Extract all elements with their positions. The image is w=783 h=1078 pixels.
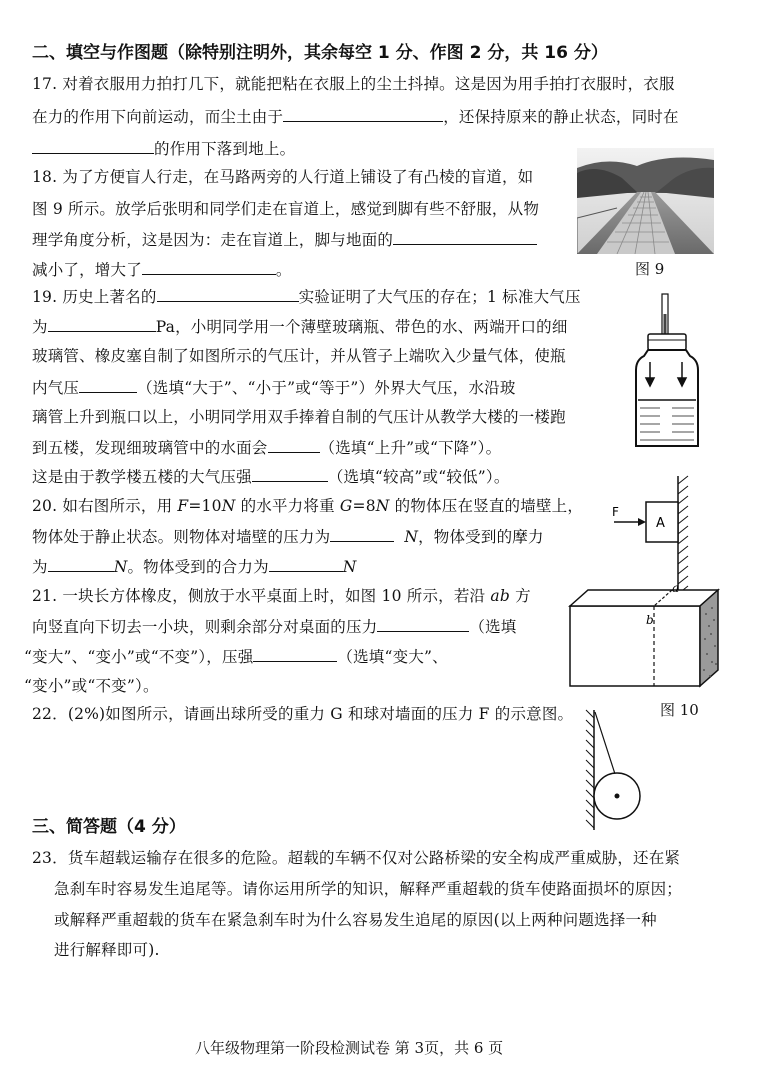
unit-symbol: N — [342, 558, 357, 576]
tactile-paving-photo — [577, 148, 714, 254]
force-symbol: F — [177, 497, 189, 515]
section-2-title: 二、填空与作图题（除特别注明外，其余每空 1 分、作图 2 分，共 16 分） — [32, 43, 608, 63]
q21-line-4: “变小”或“不变”）。 — [24, 677, 159, 695]
q19-text: 到五楼，发现细玻璃管中的水面会 — [32, 439, 268, 457]
q19-line-7 — [32, 466, 510, 487]
q19-text: 为 — [32, 318, 48, 336]
q19-line-4 — [32, 377, 516, 398]
q19-line-3: 玻璃管、橡皮塞自制了如图所示的气压计，并从管子上端吹入少量气体，使瓶 — [32, 347, 566, 365]
q18-line-1: 18. 为了方便盲人行走，在马路两旁的人行道上铺设了有凸棱的盲道，如 — [32, 168, 534, 186]
point-b-label: b — [646, 613, 654, 627]
rectangular-eraser-diagram — [566, 584, 724, 690]
q18-text: 减小了，增大了 — [32, 261, 142, 279]
q21-text: （选填 — [469, 618, 517, 636]
q19-text: 19. 历史上著名的 — [32, 288, 157, 306]
q19-blank-5[interactable] — [252, 466, 328, 482]
unit-symbol: N — [375, 497, 390, 515]
q20-text: 。物体受到的合力为 — [127, 558, 269, 576]
q19-text: 这是由于教学楼五楼的大气压强 — [32, 468, 252, 486]
q23-line-2: 急刹车时容易发生追尾等。请你运用所学的知识，解释严重超载的货车使路面损坏的原因； — [54, 880, 683, 898]
q21-line-1 — [32, 586, 531, 606]
q18-line-2: 图 9 所示。放学后张明和同学们走在盲道上，感觉到脚有些不舒服，从物 — [32, 200, 540, 218]
q20-blank-2[interactable] — [48, 556, 114, 572]
q18-blank-1[interactable] — [393, 229, 537, 245]
q20-blank-3[interactable] — [269, 556, 343, 572]
q17-line-3 — [32, 138, 295, 159]
q19-blank-3[interactable] — [79, 377, 137, 393]
q19-line-5: 璃管上升到瓶口以上，小明同学用双手捧着自制的气压计从教学大楼的一楼跑 — [32, 408, 566, 426]
q21-text: 21. 一块长方体橡皮，侧放于水平桌面上时，如图 10 所示，若沿 — [32, 587, 491, 605]
q21-blank-1[interactable] — [377, 616, 469, 632]
q18-line-3 — [32, 229, 537, 250]
q18-text: 。 — [275, 261, 292, 279]
q18-line-4 — [32, 259, 292, 280]
q18-blank-2[interactable] — [142, 259, 276, 275]
q19-text: （选填“大于”、“小于”或“等于”）外界大气压，水沿玻 — [137, 379, 516, 397]
q21-blank-2[interactable] — [253, 646, 337, 662]
q20-line-1 — [32, 496, 583, 516]
q20-text: 物体处于静止状态。则物体对墙壁的压力为 — [32, 528, 331, 546]
block-label-a: A — [656, 516, 665, 531]
q19-text: （选填“上升”或“下降”）。 — [319, 439, 502, 457]
figure-9-caption: 图 9 — [635, 260, 665, 278]
q19-line-2 — [32, 316, 568, 337]
q20-text: 为 — [32, 558, 48, 576]
q17-text: ，还保持原来的静止状态，同时在 — [443, 108, 679, 126]
q23-line-1: 23．货车超载运输存在很多的危险。超载的车辆不仅对公路桥梁的安全构成严重威胁，还在紧 — [32, 849, 681, 867]
q20-text: =8 — [352, 497, 376, 515]
unit-symbol: N — [404, 528, 419, 546]
q19-text: 实验证明了大气压的存在；1 标准大气压 — [298, 288, 581, 306]
q20-text: ，物体受到的摩力 — [418, 528, 544, 546]
q19-blank-1[interactable] — [157, 286, 299, 302]
q19-text: （选填“较高”或“较低”）。 — [327, 468, 510, 486]
homemade-barometer-diagram — [626, 290, 710, 450]
unit-symbol: N — [221, 497, 236, 515]
section-3-title: 三、简答题（4 分） — [32, 817, 186, 837]
point-a-label: a — [672, 584, 680, 595]
q17-text: 的作用下落到地上。 — [154, 140, 296, 158]
q20-blank-1[interactable] — [330, 526, 394, 542]
q17-line-2 — [32, 106, 679, 127]
q19-line-6 — [32, 437, 501, 458]
q21-text: 方 — [509, 587, 531, 605]
q21-text: “变大”、“变小”或“不变”），压强 — [24, 648, 254, 666]
q20-line-2 — [32, 526, 544, 547]
q21-text: （选填“变大”、 — [337, 648, 448, 666]
q20-line-3 — [32, 556, 357, 577]
q20-text: =10 — [188, 497, 222, 515]
q20-text: 20. 如右图所示，用 — [32, 497, 178, 515]
q17-blank-1[interactable] — [283, 106, 443, 122]
q19-blank-4[interactable] — [268, 437, 320, 453]
q20-text: 的物体压在竖直的墙壁上， — [389, 497, 584, 515]
q22-line-1: 22．(2%)如图所示，请画出球所受的重力 G 和球对墙面的压力 F 的示意图。 — [32, 705, 574, 723]
q19-line-1 — [32, 286, 581, 307]
q18-text: 理学角度分析，这是因为：走在盲道上，脚与地面的 — [32, 231, 394, 249]
q20-text: 的水平力将重 — [235, 497, 340, 515]
unit-symbol: N — [113, 558, 128, 576]
q19-text: 内气压 — [32, 379, 80, 397]
block-pressed-to-wall-diagram — [604, 474, 692, 600]
force-label-f: F — [612, 505, 619, 519]
ball-against-wall-diagram — [584, 708, 644, 832]
q23-line-3: 或解释严重超载的货车在紧急刹车时为什么容易发生追尾的原因(以上两种问题选择一种 — [54, 911, 657, 929]
gravity-symbol: G — [339, 497, 353, 515]
q17-text: 在力的作用下向前运动，而尘土由于 — [32, 108, 284, 126]
q19-blank-2[interactable] — [48, 316, 156, 332]
q19-text: Pa，小明同学用一个薄壁玻璃瓶、带色的水、两端开口的细 — [155, 318, 568, 336]
q21-line-2 — [32, 616, 517, 637]
q17-blank-2[interactable] — [32, 138, 154, 154]
q23-line-4: 进行解释即可). — [54, 941, 160, 959]
cut-line-label: ab — [490, 587, 510, 605]
q21-text: 向竖直向下切去一小块，则剩余部分对桌面的压力 — [32, 618, 378, 636]
figure-10-caption: 图 10 — [660, 701, 699, 719]
q21-line-3 — [24, 646, 448, 667]
page-footer: 八年级物理第一阶段检测试卷 第 3页，共 6 页 — [195, 1039, 504, 1057]
q17-line-1: 17. 对着衣服用力拍打几下，就能把粘在衣服上的尘土抖掉。这是因为用手拍打衣服时，衣服 — [32, 75, 675, 93]
